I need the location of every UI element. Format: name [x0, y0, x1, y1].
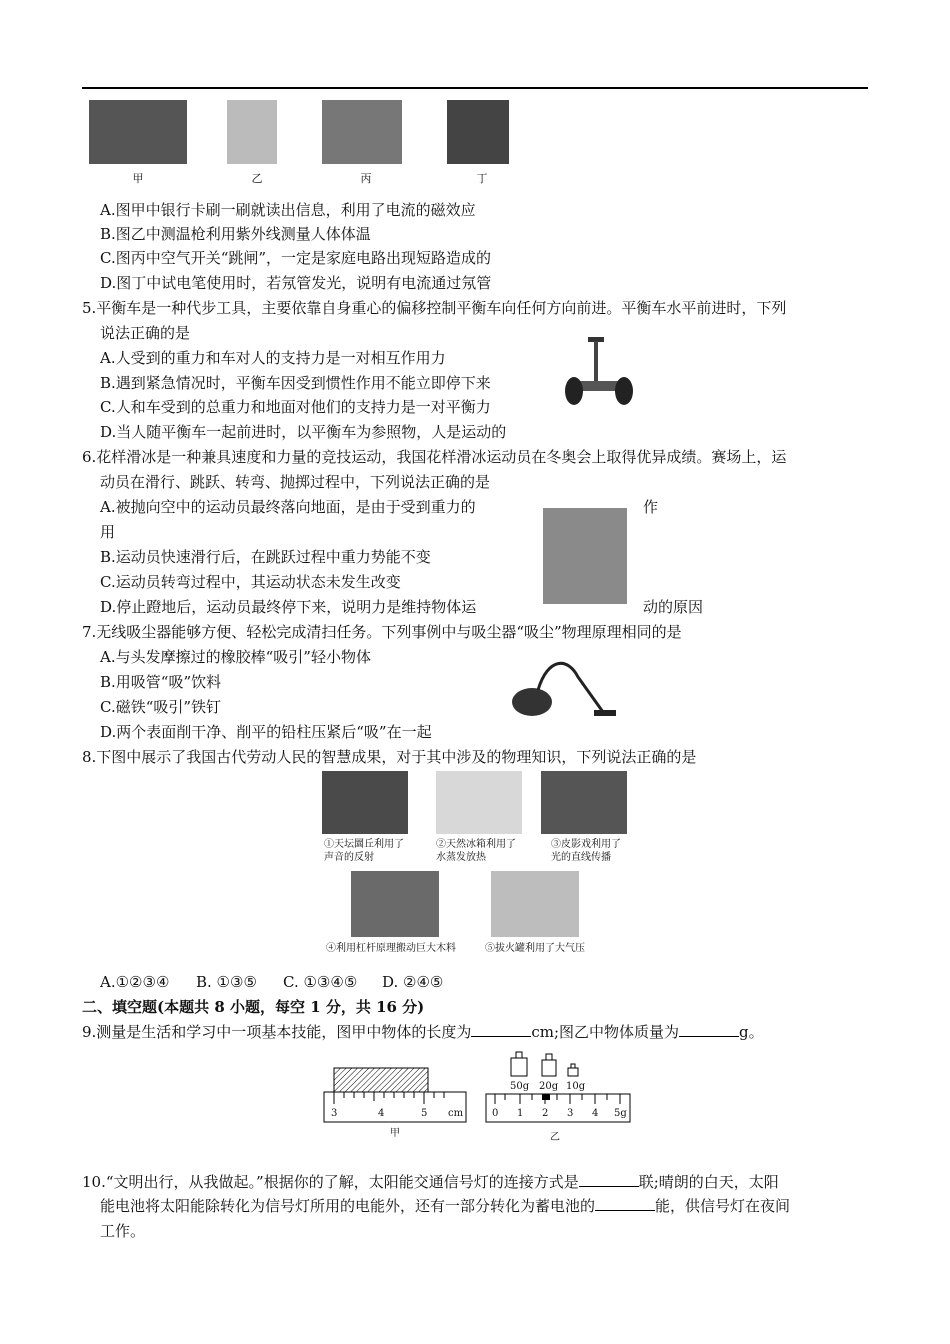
q10-blank-1[interactable] [579, 1172, 639, 1187]
q10-blank-2[interactable] [595, 1196, 655, 1211]
q7-option-a: A.与头发摩擦过的橡胶棒“吸引”轻小物体 [100, 648, 371, 666]
q5-option-b: B.遇到紧急情况时，平衡车因受到惯性作用不能立即停下来 [100, 374, 491, 392]
header-rule [82, 87, 868, 89]
q10-text-1a: 10.“文明出行，从我做起。”根据你的了解，太阳能交通信号灯的连接方式是 [82, 1173, 579, 1191]
q4-option-b: B.图乙中测温枪利用紫外线测量人体体温 [100, 225, 371, 243]
q10-line3: 工作。 [100, 1222, 146, 1240]
vacuum-cleaner-image [508, 652, 620, 722]
temple-altar-image [322, 771, 408, 834]
q6-option-a: A.被抛向空中的运动员最终落向地面，是由于受到重力的 [100, 498, 476, 516]
scale-tick-0: 0 [492, 1108, 499, 1119]
q8-caption-3-line2: 光的直线传播 [551, 852, 611, 863]
q6-option-d-tail: 动的原因 [643, 598, 704, 616]
scale-tick-5g: 5g [614, 1108, 627, 1119]
figure-skating-image [543, 508, 627, 604]
q8-caption-3-line1: ③皮影戏利用了 [551, 839, 621, 850]
test-pen-image [447, 100, 509, 164]
q9-stem [82, 1022, 764, 1042]
balance-scooter-image [560, 333, 638, 407]
q7-option-d: D.两个表面削干净、削平的铅柱压紧后“吸”在一起 [100, 723, 432, 741]
q5-option-c: C.人和车受到的总重力和地面对他们的支持力是一对平衡力 [100, 398, 491, 416]
q7-stem: 7.无线吸尘器能够方便、轻松完成清扫任务。下列事例中与吸尘器“吸尘”物理原理相同的是 [82, 623, 682, 641]
lever-timber-image [351, 871, 439, 937]
section-2-title: 二、填空题(本题共 8 小题，每空 1 分，共 16 分) [82, 998, 425, 1016]
q6-stem-line2: 动员在滑行、跳跃、转弯、抛掷过程中，下列说法正确的是 [100, 473, 491, 491]
q4-option-a: A.图甲中银行卡刷一刷就读出信息，利用了电流的磁效应 [100, 201, 476, 219]
ruler-unit: cm [448, 1108, 464, 1119]
q5-stem-line1: 5.平衡车是一种代步工具，主要依靠自身重心的偏移控制平衡车向任何方向前进。平衡车水平前进时，下列 [82, 299, 787, 317]
q10-text-2b: 能，供信号灯在夜间 [655, 1197, 791, 1215]
scale-tick-4: 4 [592, 1108, 599, 1119]
q6-stem-line1: 6.花样滑冰是一种兼具速度和力量的竞技运动，我国花样滑冰运动员在冬奥会上取得优异成绩。赛场上，运 [82, 448, 787, 466]
q9-text-1: 9.测量是生活和学习中一项基本技能，图甲中物体的长度为 [82, 1023, 472, 1041]
q6-option-d: D.停止蹬地后，运动员最终停下来，说明力是维持物体运 [100, 598, 477, 616]
q10-line1 [82, 1172, 779, 1192]
weight-10g: 10g [566, 1081, 586, 1092]
scale-tick-2: 2 [542, 1108, 549, 1119]
ice-box-image [436, 771, 522, 834]
q4-option-d: D.图丁中试电笔使用时，若氖管发光，说明有电流通过氖管 [100, 274, 492, 292]
q7-option-b: B.用吸管“吸”饮料 [100, 673, 222, 691]
q8-caption-2-line2: 水蒸发放热 [436, 852, 486, 863]
ruler-tick-3: 3 [331, 1108, 338, 1119]
q7-option-c: C.磁铁“吸引”铁钉 [100, 698, 222, 716]
scale-caption: 乙 [550, 1132, 560, 1143]
beam-scale-figure [485, 1092, 633, 1126]
caption-bing: 丙 [360, 172, 372, 185]
q10-text-2a: 能电池将太阳能除转化为信号灯所用的电能外，还有一部分转化为蓄电池的 [100, 1197, 596, 1215]
q9-blank-2[interactable] [679, 1022, 739, 1037]
shadow-play-image [541, 771, 627, 834]
scale-tick-3: 3 [567, 1108, 574, 1119]
q8-choice-a: A.①②③④ [100, 973, 170, 991]
q8-choice-d: D. ②④⑤ [382, 973, 444, 991]
q10-text-1b: 联;晴朗的白天，太阳 [638, 1173, 779, 1191]
q6-option-a-tail: 作 [643, 498, 659, 516]
q6-option-b: B.运动员快速滑行后，在跳跃过程中重力势能不变 [100, 548, 431, 566]
q6-option-a-wrap: 用 [100, 523, 116, 541]
bank-cards-image [89, 100, 187, 164]
ruler-caption: 甲 [390, 1128, 400, 1139]
q8-caption-1-line1: ①天坛圜丘利用了 [324, 839, 404, 850]
cupping-image [491, 871, 579, 937]
q6-option-c: C.运动员转弯过程中，其运动状态未发生改变 [100, 573, 401, 591]
caption-yi: 乙 [251, 172, 263, 185]
q5-stem-line2: 说法正确的是 [100, 324, 191, 342]
caption-jia: 甲 [132, 172, 144, 185]
scale-tick-1: 1 [517, 1108, 524, 1119]
q9-blank-1[interactable] [471, 1022, 531, 1037]
ruler-tick-5: 5 [421, 1108, 428, 1119]
q10-line2 [100, 1196, 790, 1216]
q8-choice-c: C. ①③④⑤ [283, 973, 358, 991]
caption-ding: 丁 [476, 172, 488, 185]
q8-caption-5: ⑤拔火罐利用了大气压 [485, 943, 585, 954]
circuit-breaker-image [322, 100, 402, 164]
q9-text-2: cm;图乙中物体质量为 [531, 1023, 680, 1041]
q8-caption-4: ④利用杠杆原理搬动巨大木料 [326, 943, 456, 954]
q5-option-d: D.当人随平衡车一起前进时，以平衡车为参照物，人是运动的 [100, 423, 507, 441]
q5-option-a: A.人受到的重力和车对人的支持力是一对相互作用力 [100, 349, 446, 367]
q8-caption-2-line1: ②天然冰箱利用了 [436, 839, 516, 850]
ruler-tick-4: 4 [378, 1108, 385, 1119]
q8-stem: 8.下图中展示了我国古代劳动人民的智慧成果，对于其中涉及的物理知识，下列说法正确的是 [82, 748, 697, 766]
weight-20g: 20g [539, 1081, 559, 1092]
weight-50g: 50g [510, 1081, 530, 1092]
q9-text-3: g。 [739, 1023, 764, 1041]
thermometer-gun-image [227, 100, 277, 164]
q4-option-c: C.图丙中空气开关“跳闸”，一定是家庭电路出现短路造成的 [100, 249, 492, 267]
q8-choice-b: B. ①③⑤ [196, 973, 257, 991]
q8-caption-1-line2: 声音的反射 [324, 852, 374, 863]
